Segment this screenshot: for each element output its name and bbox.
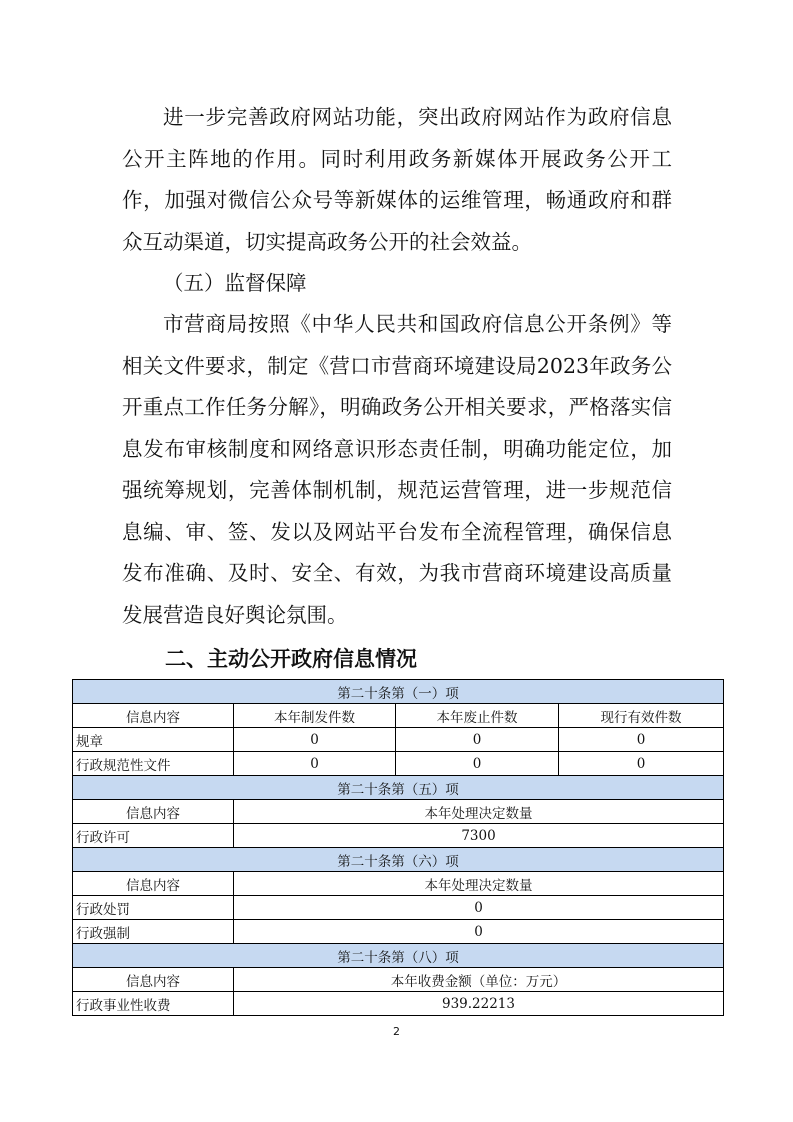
- header-cell: 信息内容: [73, 704, 234, 728]
- cell-value: 0: [234, 752, 396, 776]
- row-label: 规章: [73, 728, 234, 752]
- page-number: 2: [393, 1025, 400, 1038]
- cell-value: 0: [234, 728, 396, 752]
- cell-value: 0: [234, 896, 724, 920]
- section-title: 第二十条第（一）项: [73, 680, 724, 704]
- cell-value: 7300: [234, 824, 724, 848]
- paragraph-supervision: 市营商局按照《中华人民共和国政府信息公开条例》等相关文件要求，制定《营口市营商环境建设局2023年政务公开重点工作任务分解》，明确政务公开相关要求，严格落实信息发布审核制度和网络意识形态责任制，明确功能定位，加强统筹规划，完善体制机制，规范运营管理，进一步规范信息编、审、签、发以及网站平台发布全流程管理，确保信息发布准确、及时、安全、有效，为我市营商环境建设高质量发展营造良好舆论氛围。: [122, 312, 672, 627]
- cell-value: 0: [396, 752, 559, 776]
- table-row: [73, 824, 724, 848]
- header-cell: 信息内容: [73, 800, 234, 824]
- table-row: [73, 728, 724, 752]
- header-cell: 本年废止件数: [396, 704, 559, 728]
- table-row: [73, 752, 724, 776]
- subheading-supervision: （五）监督保障: [163, 271, 307, 295]
- row-label: 行政强制: [73, 920, 234, 944]
- section-title-row: [73, 944, 724, 968]
- cell-value: 0: [559, 728, 724, 752]
- info-table: [72, 679, 724, 1016]
- header-row: [73, 872, 724, 896]
- section-title-row: [73, 680, 724, 704]
- paragraph-website-function: 进一步完善政府网站功能，突出政府网站作为政府信息公开主阵地的作用。同时利用政务新媒体开展政务公开工作，加强对微信公众号等新媒体的运维管理，畅通政府和群众互动渠道，切实提高政务公开的社会效益。: [122, 105, 672, 254]
- cell-value: 939.22213: [234, 992, 724, 1016]
- row-label: 行政规范性文件: [73, 752, 234, 776]
- cell-value: 0: [234, 920, 724, 944]
- header-row: [73, 800, 724, 824]
- header-cell: 现行有效件数: [559, 704, 724, 728]
- section-title-row: [73, 776, 724, 800]
- table-row: [73, 896, 724, 920]
- header-cell: 信息内容: [73, 872, 234, 896]
- row-label: 行政处罚: [73, 896, 234, 920]
- section-title: 第二十条第（五）项: [73, 776, 724, 800]
- cell-value: 0: [559, 752, 724, 776]
- row-label: 行政事业性收费: [73, 992, 234, 1016]
- cell-value: 0: [396, 728, 559, 752]
- section-title: 第二十条第（六）项: [73, 848, 724, 872]
- header-cell: 本年处理决定数量: [234, 800, 724, 824]
- header-row: [73, 968, 724, 992]
- header-cell: 本年处理决定数量: [234, 872, 724, 896]
- section-title: 第二十条第（八）项: [73, 944, 724, 968]
- table-row: [73, 992, 724, 1016]
- header-cell: 本年制发件数: [234, 704, 396, 728]
- header-row: [73, 704, 724, 728]
- section-title-row: [73, 848, 724, 872]
- header-cell: 本年收费金额（单位：万元）: [234, 968, 724, 992]
- row-label: 行政许可: [73, 824, 234, 848]
- table-row: [73, 920, 724, 944]
- section-heading: 二、主动公开政府信息情况: [165, 647, 417, 671]
- header-cell: 信息内容: [73, 968, 234, 992]
